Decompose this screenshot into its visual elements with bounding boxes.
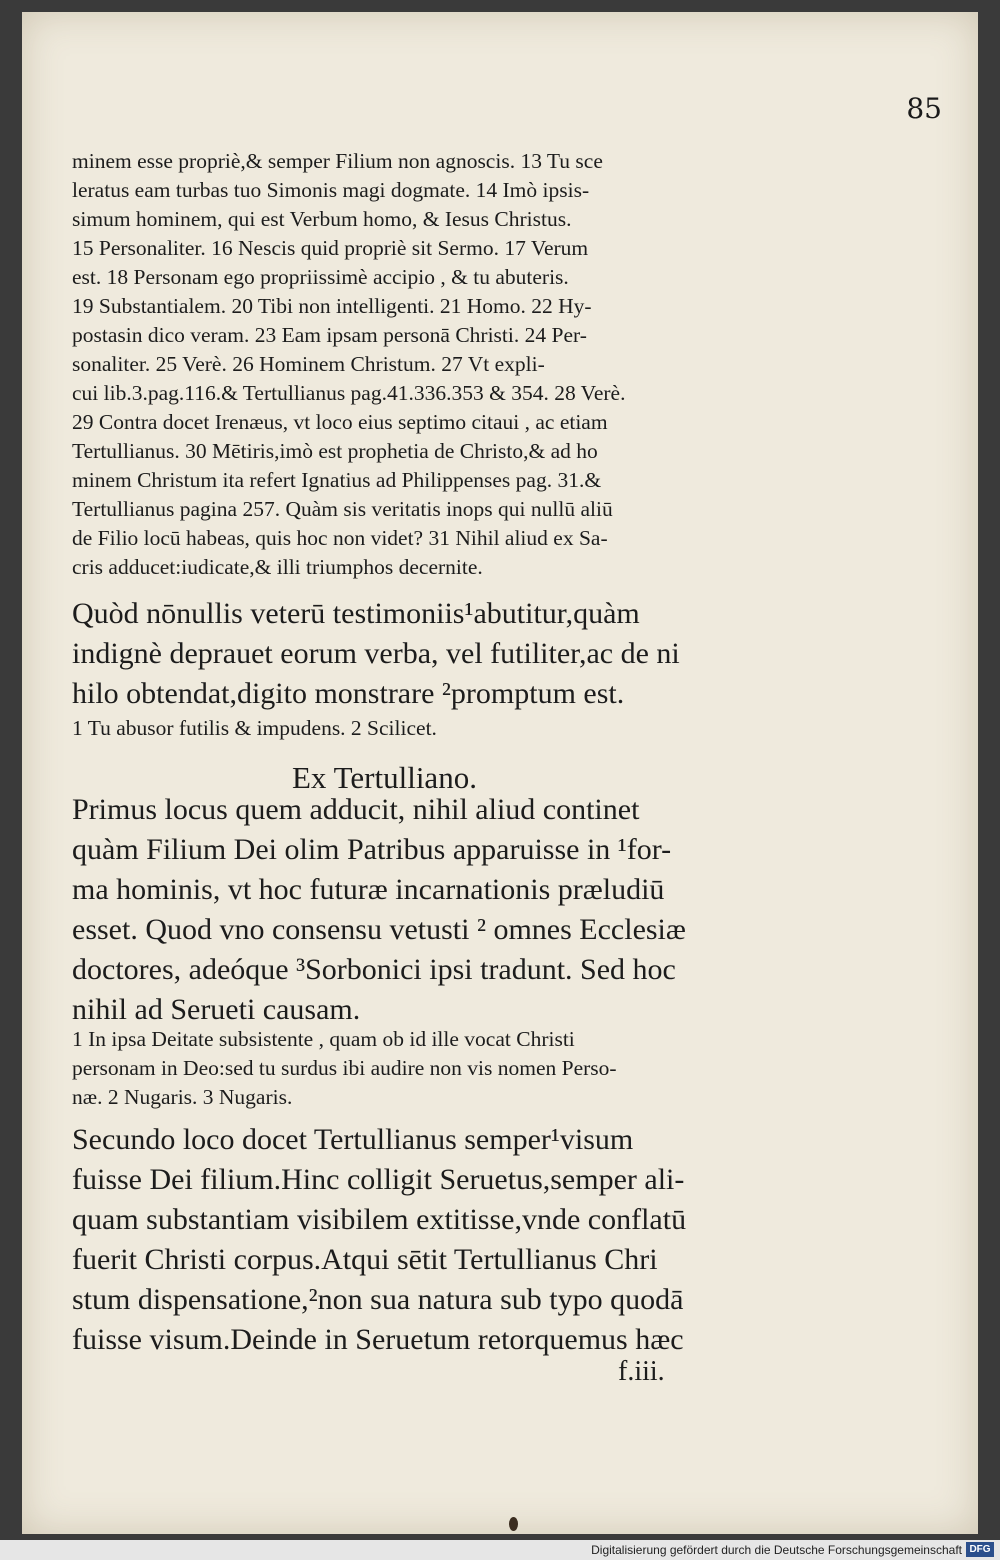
text-line: stum dispensatione,²non sua natura sub typo quodā bbox=[72, 1283, 684, 1316]
text-line: est. 18 Personam ego propriissimè accipio , & tu abuteris. bbox=[72, 265, 569, 289]
text-line: minem Christum ita refert Ignatius ad Philippenses pag. 31.& bbox=[72, 468, 602, 492]
text-line: 15 Personaliter. 16 Nescis quid propriè sit Sermo. 17 Verum bbox=[72, 236, 589, 260]
text-line: næ. 2 Nugaris. 3 Nugaris. bbox=[72, 1085, 293, 1109]
text-line: de Filio locū habeas, quis hoc non videt? 31 Nihil aliud ex Sa- bbox=[72, 526, 608, 550]
text-line: esset. Quod vno consensu vetusti ² omnes Ecclesiæ bbox=[72, 913, 686, 946]
text-line: doctores, adeóque ³Sorbonici ipsi tradunt. Sed hoc bbox=[72, 953, 676, 986]
signature-mark: f.iii. bbox=[618, 1356, 665, 1387]
text-line: leratus eam turbas tuo Simonis magi dogmate. 14 Imò ipsis- bbox=[72, 178, 590, 202]
book-page bbox=[22, 12, 978, 1534]
text-line: ma hominis, vt hoc futuræ incarnationis præludiū bbox=[72, 873, 665, 906]
text-line: nihil ad Serueti causam. bbox=[72, 993, 361, 1026]
text-line: 19 Substantialem. 20 Tibi non intelligenti. 21 Homo. 22 Hy- bbox=[72, 294, 592, 318]
text-line: indignè deprauet eorum verba, vel futiliter,ac de ni bbox=[72, 637, 680, 670]
text-line: 29 Contra docet Irenæus, vt loco eius septimo citaui , ac etiam bbox=[72, 410, 608, 434]
text-line: personam in Deo:sed tu surdus ibi audire non vis nomen Perso- bbox=[72, 1056, 617, 1080]
text-line: postasin dico veram. 23 Eam ipsam personā Christi. 24 Per- bbox=[72, 323, 587, 347]
text-line: quàm Filium Dei olim Patribus apparuisse in ¹for- bbox=[72, 833, 672, 866]
note-2 bbox=[72, 1025, 792, 1112]
ink-speck bbox=[509, 1517, 518, 1531]
text-line: Tertullianus pagina 257. Quàm sis veritatis inops qui nullū aliū bbox=[72, 497, 613, 521]
text-line: Secundo loco docet Tertullianus semper¹visum bbox=[72, 1123, 634, 1156]
text-line: cris adducet:iudicate,& illi triumphos decernite. bbox=[72, 555, 483, 579]
text-line: fuerit Christi corpus.Atqui sētit Tertullianus Chri bbox=[72, 1243, 658, 1276]
text-line: 1 In ipsa Deitate subsistente , quam ob id ille vocat Christi bbox=[72, 1027, 575, 1051]
text-line: Quòd nōnullis veterū testimoniis¹abutitur,quàm bbox=[72, 597, 640, 630]
note-1 bbox=[72, 714, 792, 743]
footnote-block-top bbox=[72, 147, 782, 582]
text-line: simum hominem, qui est Verbum homo, & Iesus Christus. bbox=[72, 207, 572, 231]
paragraph-3 bbox=[72, 1120, 792, 1360]
dfg-logo-icon: DFG bbox=[966, 1542, 994, 1557]
text-line: quam substantiam visibilem extitisse,vnde conflatū bbox=[72, 1203, 687, 1236]
page-number: 85 bbox=[906, 92, 942, 125]
text-line: fuisse visum.Deinde in Seruetum retorquemus hæc bbox=[72, 1323, 684, 1356]
section-heading: Ex Tertulliano. bbox=[292, 760, 477, 795]
text-line: 1 Tu abusor futilis & impudens. 2 Scilicet. bbox=[72, 716, 437, 740]
paragraph-1 bbox=[72, 594, 792, 714]
text-line: hilo obtendat,digito monstrare ²promptum est. bbox=[72, 677, 625, 710]
text-line: sonaliter. 25 Verè. 26 Hominem Christum. 27 Vt expli- bbox=[72, 352, 545, 376]
text-line: cui lib.3.pag.116.& Tertullianus pag.41.336.353 & 354. 28 Verè. bbox=[72, 381, 626, 405]
text-line: Primus locus quem adducit, nihil aliud continet bbox=[72, 793, 640, 826]
footer-credit: Digitalisierung gefördert durch die Deutsche Forschungsgemeinschaft bbox=[591, 1543, 962, 1557]
text-line: Tertullianus. 30 Mētiris,imò est prophetia de Christo,& ad ho bbox=[72, 439, 598, 463]
text-line: fuisse Dei filium.Hinc colligit Seruetus,semper ali- bbox=[72, 1163, 685, 1196]
paragraph-2 bbox=[72, 790, 792, 1030]
text-line: minem esse propriè,& semper Filium non agnoscis. 13 Tu sce bbox=[72, 149, 603, 173]
